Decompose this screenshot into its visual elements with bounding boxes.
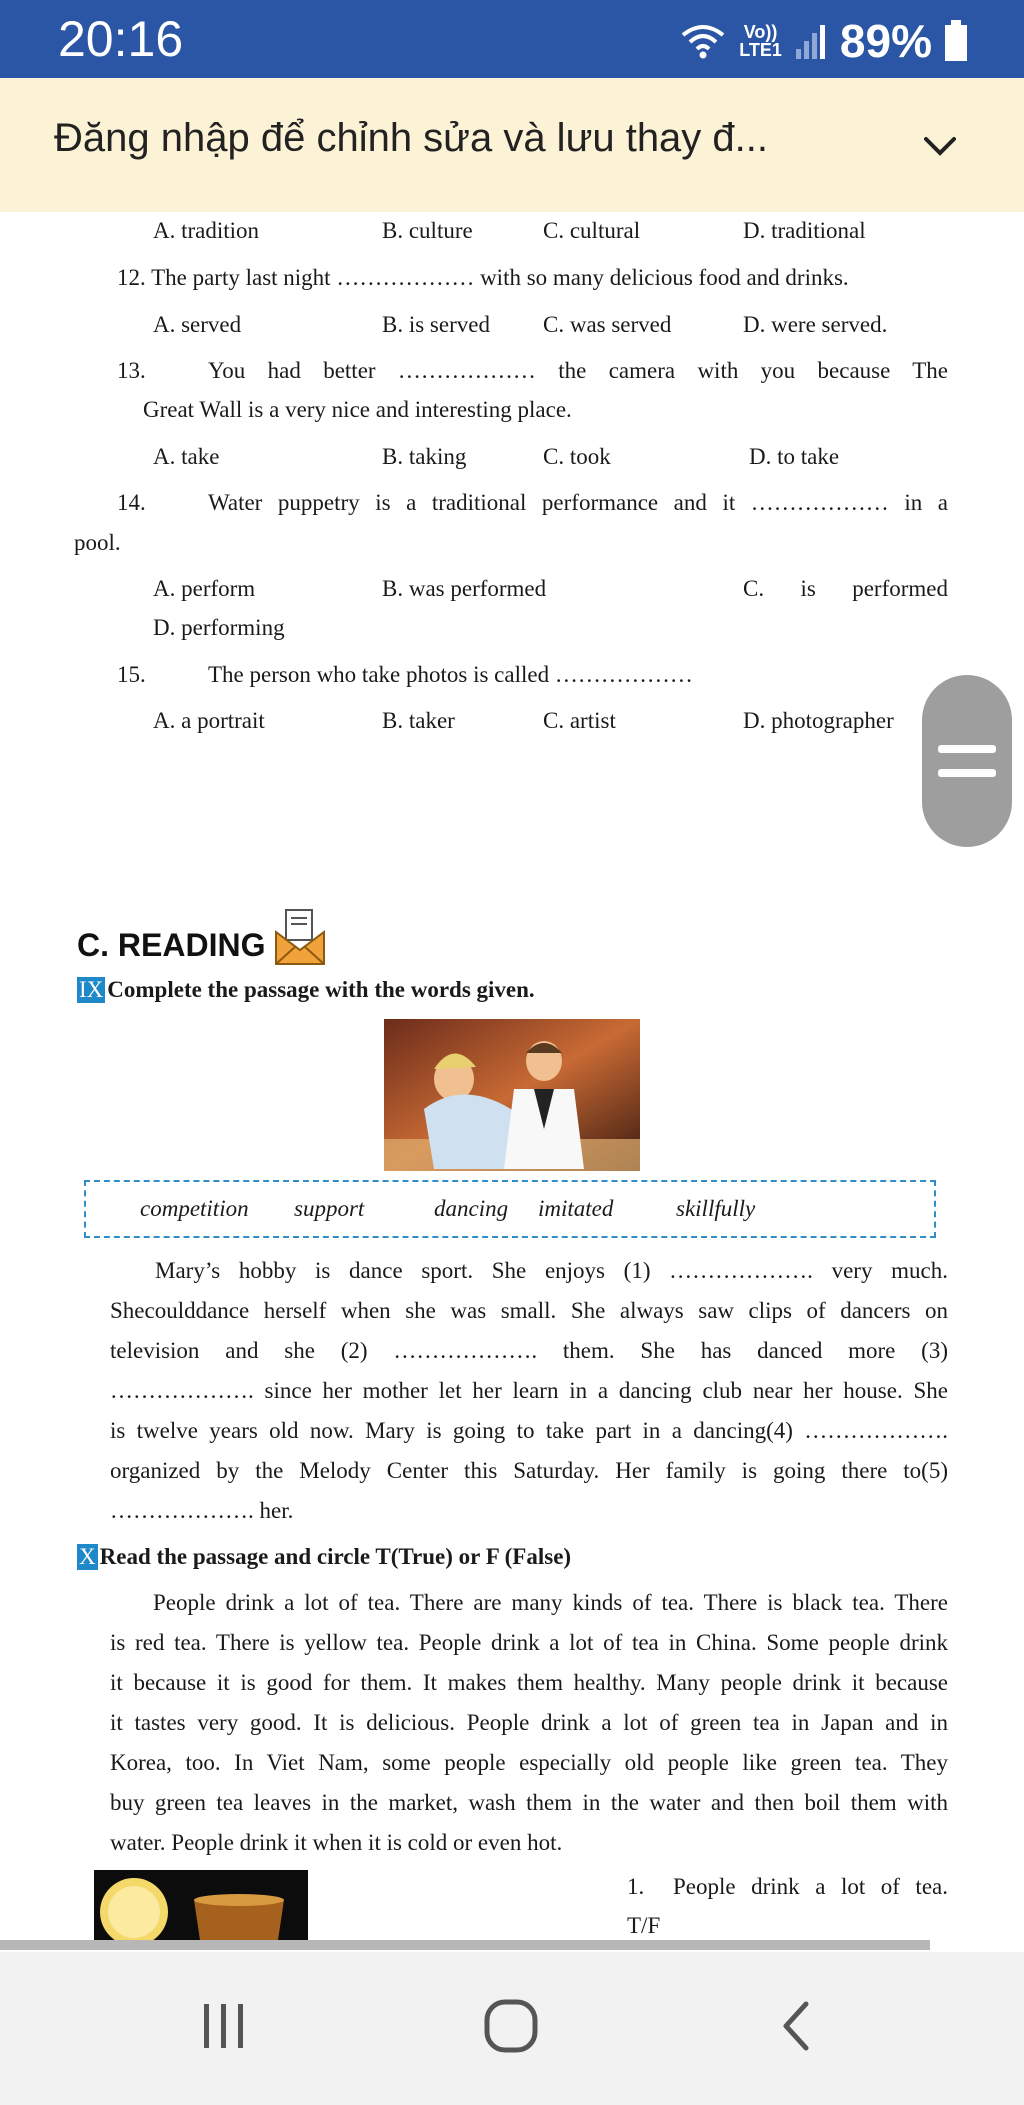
status-icons [679, 14, 968, 68]
sign-in-banner[interactable] [0, 78, 1024, 212]
tf-question-1-number: 1. [627, 1874, 645, 1899]
passage1-line-5: is twelve years old now. Mary is going to take part in a dancing(4) ………………. [110, 1418, 948, 1443]
status-bar [0, 0, 1024, 78]
q11-option-a: A. tradition [153, 218, 260, 243]
passage1-line-6: organized by the Melody Center this Saturday. Her family is going there to(5) [110, 1458, 948, 1483]
word-competition: competition [140, 1196, 249, 1221]
passage2-line-1: People drink a lot of tea. There are many kinds of tea. There is black tea. There [153, 1590, 948, 1615]
recent-apps-icon[interactable] [198, 2000, 250, 2052]
lte-label: LTE1 [739, 40, 782, 60]
exercise-9-heading [77, 977, 535, 1003]
scroll-handle[interactable] [922, 675, 1012, 847]
q13-option-d: D. to take [749, 444, 840, 469]
word-box [84, 1180, 936, 1238]
exercise-9-tag: IX [79, 977, 104, 1002]
word-imitated: imitated [538, 1196, 614, 1221]
passage2-line-4: it tastes very good. It is delicious. People drink a lot of green tea in Japan and in [110, 1710, 948, 1735]
q13-text: You had better ……………… the camera with you because The [208, 358, 948, 383]
q14-option-a: A. perform [153, 576, 256, 601]
network-indicator [739, 23, 782, 59]
q14-text: Water puppetry is a traditional performance and it ……………… in a [208, 490, 948, 515]
passage1-line-4: ………………. since her mother let her learn in a dancing club near her house. She [110, 1378, 948, 1403]
q15-text: The person who take photos is called ……………… [208, 662, 693, 687]
envelope-icon [274, 908, 326, 966]
passage1-line-1: Mary’s hobby is dance sport. She enjoys (1) ………………. very much. [155, 1258, 948, 1283]
grip-line-top [938, 745, 996, 753]
exercise-10-title: Read the passage and circle T(True) or F (False) [99, 1544, 572, 1569]
tea-photo [94, 1870, 308, 1940]
q14-option-c: C. is performed [743, 576, 948, 601]
q15-option-b: B. taker [382, 708, 455, 733]
passage1-line-7: ………………. her. [110, 1498, 294, 1523]
passage1-line-3: television and she (2) ………………. them. She has danced more (3) [110, 1338, 948, 1363]
q13-continuation: Great Wall is a very nice and interesting place. [143, 397, 572, 422]
q15-option-c: C. artist [543, 708, 616, 733]
home-icon[interactable] [483, 1998, 539, 2054]
q11-option-b: B. culture [382, 218, 473, 243]
q15-option-a: A. a portrait [153, 708, 265, 733]
tf-question-1-answer: T/F [627, 1913, 661, 1938]
passage2-line-6: buy green tea leaves in the market, wash them in the water and then boil them with [110, 1790, 948, 1815]
passage2-line-2: is red tea. There is yellow tea. People drink a lot of tea in China. Some people drink [110, 1630, 948, 1655]
passage1-line-2: Shecoulddance herself when she was small. She always saw clips of dancers on [110, 1298, 948, 1323]
q15-option-d: D. photographer [743, 708, 894, 733]
q13-number: 13. [117, 358, 146, 383]
q13-option-b: B. taking [382, 444, 467, 469]
horizontal-scrollbar[interactable] [0, 1940, 930, 1950]
word-support: support [294, 1196, 365, 1221]
volte-label: Vo)) [743, 22, 778, 42]
q12-option-c: C. was served [543, 312, 672, 337]
exercise-10-tag: X [79, 1544, 96, 1569]
word-dancing: dancing [434, 1196, 509, 1221]
dancing-photo [384, 1019, 640, 1171]
status-time: 20:16 [58, 11, 184, 67]
passage2-line-7: water. People drink it when it is cold or even hot. [110, 1830, 563, 1855]
q12-text: 12. The party last night ……………… with so many delicious food and drinks. [117, 265, 849, 290]
q14-option-b: B. was performed [382, 576, 547, 601]
passage2-line-3: it because it is good for them. It makes them healthy. Many people drink it because [110, 1670, 948, 1695]
q15-number: 15. [117, 662, 146, 687]
q11-option-c: C. cultural [543, 218, 641, 243]
q13-option-c: C. took [543, 444, 611, 469]
section-title [77, 908, 326, 966]
signal-icon [794, 21, 828, 61]
passage2-line-5: Korea, too. In Viet Nam, some people especially old people like green tea. They [110, 1750, 948, 1775]
q12-option-d: D. were served. [743, 312, 888, 337]
q12-option-a: A. served [153, 312, 242, 337]
q13-option-a: A. take [153, 444, 220, 469]
q14-continuation: pool. [74, 530, 121, 555]
grip-line-bottom [938, 769, 996, 777]
navigation-bar [0, 1952, 1024, 2105]
tf-question-1-text: People drink a lot of tea. [673, 1874, 948, 1899]
q14-option-d: D. performing [153, 615, 285, 640]
exercise-10-heading [77, 1544, 571, 1570]
section-title-text: C. READING [77, 927, 266, 963]
word-skillfully: skillfully [676, 1196, 756, 1221]
banner-text: Đăng nhập để chỉnh sửa và lưu thay đ... [54, 116, 769, 160]
q12-option-b: B. is served [382, 312, 490, 337]
wifi-icon [679, 21, 727, 61]
back-icon[interactable] [776, 1998, 816, 2054]
q11-option-d: D. traditional [743, 218, 866, 243]
q14-number: 14. [117, 490, 146, 515]
battery-icon [944, 20, 968, 62]
exercise-9-title: Complete the passage with the words given. [107, 977, 535, 1002]
battery-percent: 89% [839, 15, 932, 67]
chevron-down-icon[interactable] [920, 126, 960, 166]
